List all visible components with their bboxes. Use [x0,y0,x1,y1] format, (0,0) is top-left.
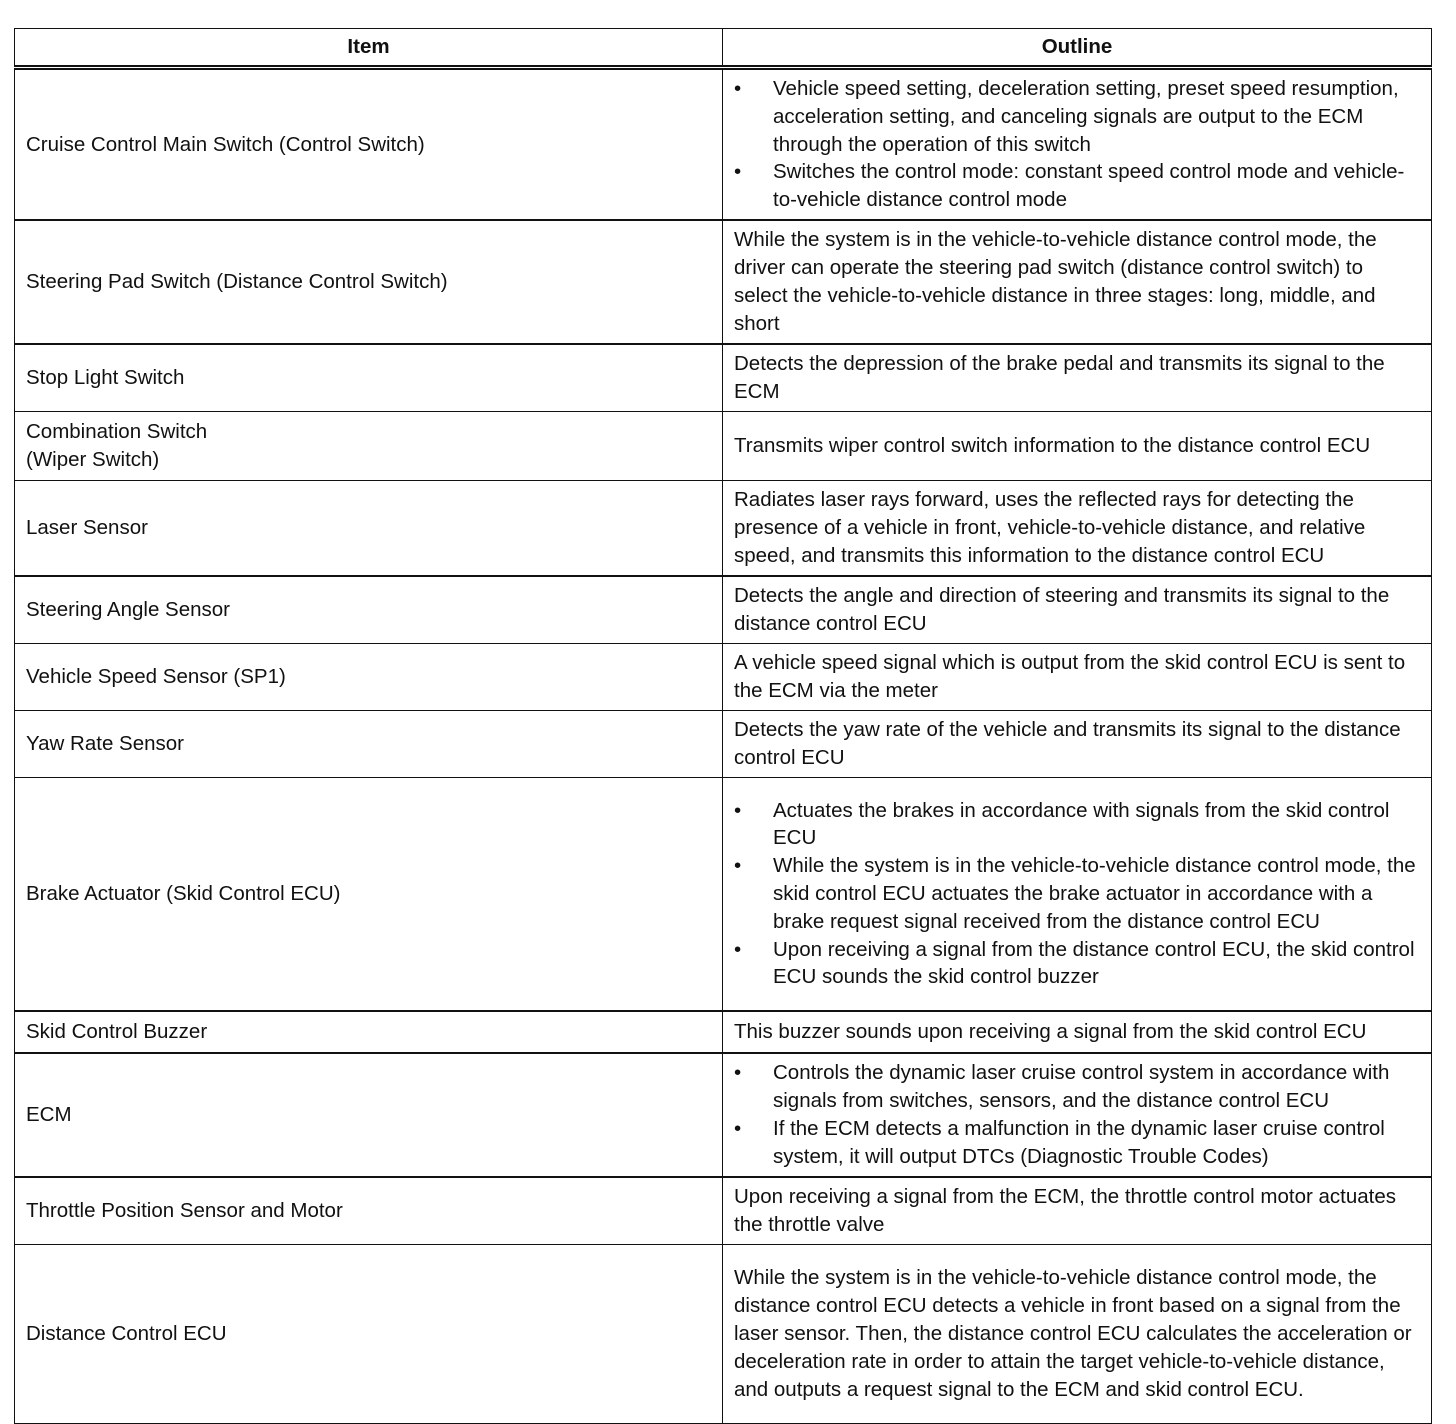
component-outline-table [14,28,1432,1424]
bullet-icon: • [734,798,742,822]
list-item [734,158,1421,214]
outline-cell [723,710,1432,777]
item-cell [15,1011,723,1053]
document-page [14,28,1431,1424]
item-label: Steering Angle Sensor [26,598,230,622]
item-label: Laser Sensor [26,516,148,540]
item-cell [15,68,723,220]
outline-bullet-list [734,1059,1421,1170]
list-item [734,936,1421,992]
table-row [15,1053,1432,1177]
item-cell [15,777,723,1011]
outline-bullet-list [734,797,1421,992]
table-row [15,777,1432,1011]
outline-cell [723,1244,1432,1423]
item-label: Vehicle Speed Sensor (SP1) [26,665,286,689]
bullet-icon: • [734,1116,742,1140]
outline-cell [723,1011,1432,1053]
outline-text: Detects the angle and direction of steering and transmits its signal to the distance control ECU [734,584,1390,635]
outline-text: A vehicle speed signal which is output from the skid control ECU is sent to the ECM via the meter [734,651,1406,702]
item-cell [15,220,723,344]
outline-text: Controls the dynamic laser cruise control system in accordance with signals from switches, sensors, and the distance control ECU [773,1061,1390,1113]
table-row [15,480,1432,576]
outline-cell [723,576,1432,644]
item-label: Combination Switch [26,420,208,444]
header-item: Item [15,29,723,68]
outline-text: While the system is in the vehicle-to-vehicle distance control mode, the skid control ECU actuates the brake actuator in accordance with a brake request signal received from the distance control ECU [773,854,1416,933]
table-row [15,1177,1432,1245]
outline-cell [723,777,1432,1011]
item-label: Throttle Position Sensor and Motor [26,1199,343,1223]
table-row [15,643,1432,710]
list-item [734,1059,1421,1115]
outline-text: While the system is in the vehicle-to-vehicle distance control mode, the driver can operate the steering pad switch (distance control switch) to select the vehicle-to-vehicle distance in three stages: long, middle, and short [734,228,1377,335]
item-label: (Wiper Switch) [26,447,160,471]
item-label: Brake Actuator (Skid Control ECU) [26,882,341,906]
table-row [15,411,1432,480]
table-row [15,710,1432,777]
table-row [15,220,1432,344]
outline-text: Actuates the brakes in accordance with signals from the skid control ECU [773,798,1390,850]
item-cell [15,576,723,644]
outline-text: Upon receiving a signal from the distance control ECU, the skid control ECU sounds the skid control buzzer [773,937,1415,989]
bullet-icon: • [734,937,742,961]
table-row [15,576,1432,644]
outline-cell [723,220,1432,344]
header-row [15,29,1432,68]
item-cell [15,710,723,777]
list-item [734,1115,1421,1171]
item-label: Skid Control Buzzer [26,1020,208,1044]
outline-cell [723,411,1432,480]
outline-text: This buzzer sounds upon receiving a signal from the skid control ECU [734,1020,1367,1044]
table-row [15,344,1432,412]
item-label: ECM [26,1103,72,1127]
outline-text: Radiates laser rays forward, uses the reflected rays for detecting the presence of a vehicle in front, vehicle-to-vehicle distance, and relative speed, and transmits this information to the distance control ECU [734,488,1366,567]
outline-cell [723,480,1432,576]
outline-cell [723,643,1432,710]
header-outline: Outline [723,29,1432,68]
outline-text: Detects the depression of the brake pedal and transmits its signal to the ECM [734,352,1385,403]
outline-bullet-list [734,75,1421,214]
outline-cell [723,68,1432,220]
item-label: Stop Light Switch [26,366,185,390]
table-row [15,1011,1432,1053]
item-cell [15,643,723,710]
table-row [15,68,1432,220]
table-body [15,68,1432,1424]
list-item [734,852,1421,935]
bullet-icon: • [734,77,742,100]
item-cell [15,411,723,480]
item-label: Steering Pad Switch (Distance Control Switch) [26,270,448,294]
item-cell [15,1177,723,1245]
outline-text: Upon receiving a signal from the ECM, the throttle control motor actuates the throttle valve [734,1185,1397,1236]
outline-text: If the ECM detects a malfunction in the dynamic laser cruise control system, it will output DTCs (Diagnostic Trouble Codes) [773,1116,1385,1168]
item-label: Cruise Control Main Switch (Control Switch) [26,132,425,156]
bullet-icon: • [734,854,742,878]
outline-text: Vehicle speed setting, deceleration setting, preset speed resumption, acceleration setting, and canceling signals are output to the ECM through the operation of this switch [773,77,1399,156]
item-cell [15,480,723,576]
item-label: Distance Control ECU [26,1322,227,1346]
table-row [15,1244,1432,1423]
outline-text: While the system is in the vehicle-to-vehicle distance control mode, the distance control ECU detects a vehicle in front based on a signal from the laser sensor. Then, the distance control ECU calculates the acceleration or deceleration rate in order to attain the target vehicle-to-vehicle distance, and outputs a request signal to the ECM and skid control ECU. [734,1266,1412,1401]
outline-text: Switches the control mode: constant speed control mode and vehicle-to-vehicle distance control mode [773,160,1405,212]
item-cell [15,1244,723,1423]
outline-text: Detects the yaw rate of the vehicle and transmits its signal to the distance control ECU [734,718,1401,769]
outline-cell [723,1053,1432,1177]
bullet-icon: • [734,1061,742,1085]
item-cell [15,344,723,412]
table-header [15,29,1432,68]
list-item [734,75,1421,158]
list-item [734,797,1421,853]
item-cell [15,1053,723,1177]
item-label: Yaw Rate Sensor [26,732,185,756]
outline-cell [723,1177,1432,1245]
outline-cell [723,344,1432,412]
bullet-icon: • [734,160,742,184]
outline-text: Transmits wiper control switch information to the distance control ECU [734,434,1371,458]
